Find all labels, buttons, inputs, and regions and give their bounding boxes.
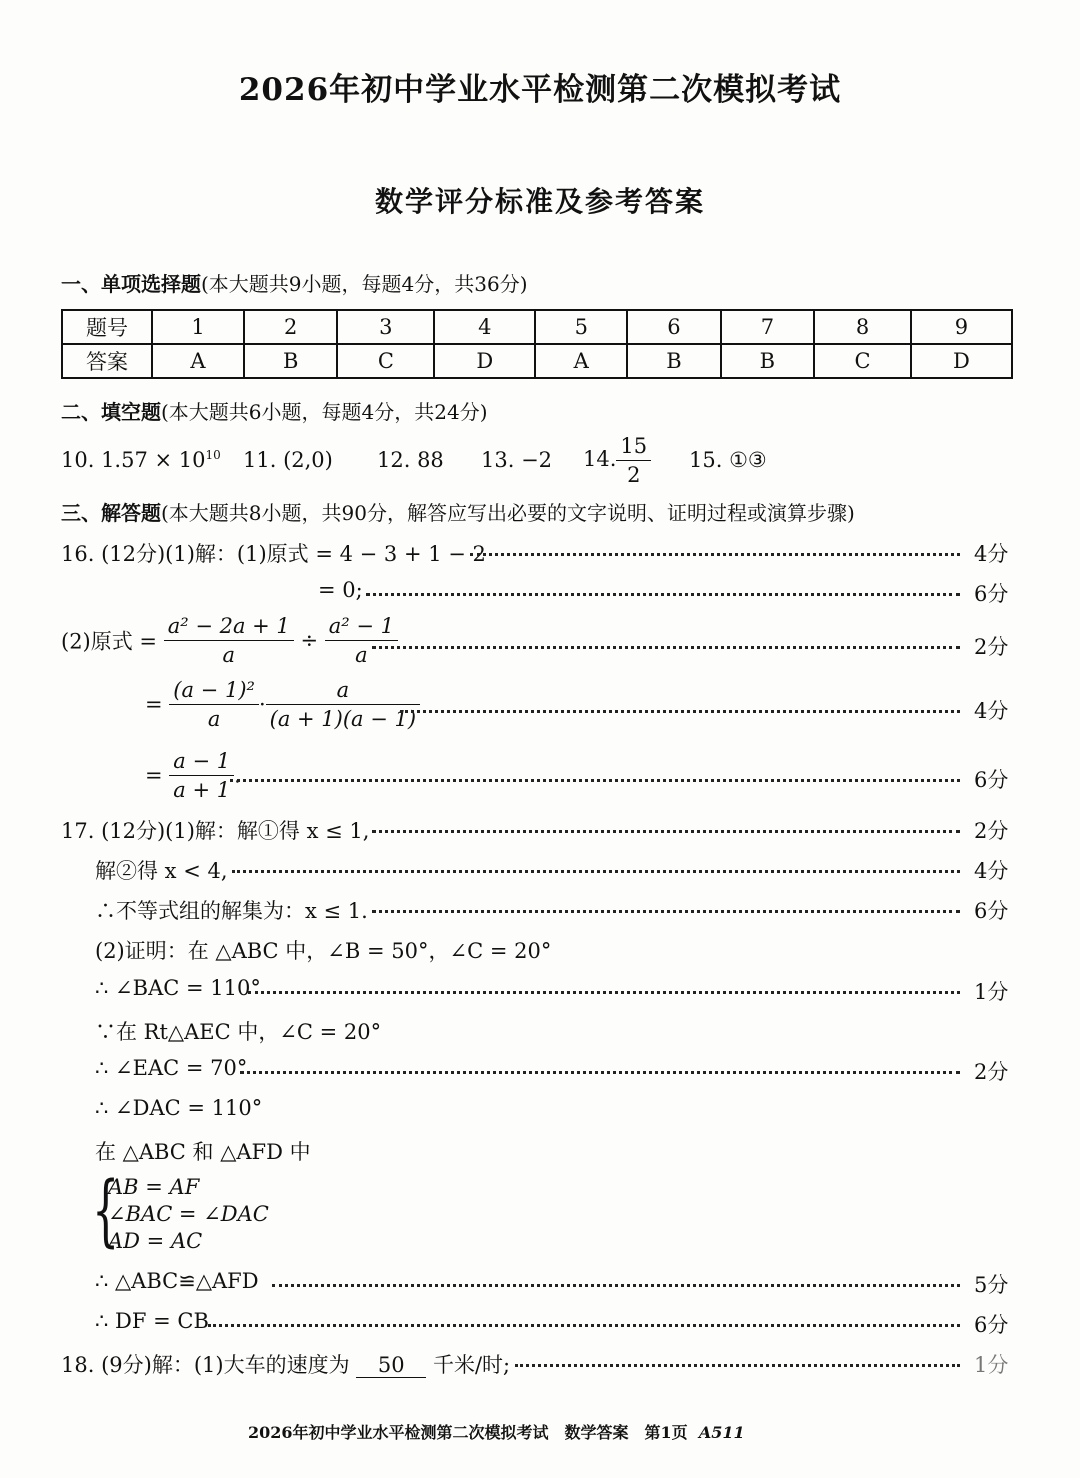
answer-row [62,344,1012,378]
leader-dots [232,870,960,873]
leader-dots [208,1324,960,1327]
left-brace: { [92,1166,120,1256]
leader-dots [230,779,960,782]
fraction-denominator: (a + 1)(a − 1) [269,707,417,731]
row-label-answer: 答案 [62,344,152,378]
exam-title: 2026年初中学业水平检测第二次模拟考试 [238,72,842,108]
row-label-number: 题号 [62,310,152,344]
table-cell: 2 [244,310,337,344]
table-cell: D [911,344,1012,378]
q17-line11: ∴ DF = CB [95,1309,209,1333]
section1-title: 一、单项选择题 [61,272,201,296]
q17-line3: ∴不等式组的解集为：x ≤ 1. [95,899,368,923]
q16-score1: 4分 [974,542,1009,566]
q16-part2-label: (2)原式 = [61,629,158,654]
q17-line7: ∴ ∠EAC = 70° [95,1056,248,1080]
q16-line1: 16. (12分)(1)解：(1)原式 = 4 − 3 + 1 − 2 [61,542,486,566]
answer-15: 15. ①③ [689,448,767,472]
q17-score11: 6分 [974,1313,1009,1337]
page-footer [248,1420,745,1443]
q16-line2: = 0; [318,578,363,602]
question-number-row [62,310,1012,344]
answer-14-denominator: 2 [627,463,641,487]
q16-line5 [145,747,241,804]
section3-heading [61,497,855,526]
footer-code: A511 [698,1423,745,1442]
table-cell: C [337,344,434,378]
q17-score10: 5分 [974,1273,1009,1297]
leader-dots [240,1071,960,1074]
table-cell: B [721,344,814,378]
table-cell: 7 [721,310,814,344]
section3-title: 三、解答题 [61,501,161,525]
footer-text: 2026年初中学业水平检测第二次模拟考试 数学答案 第1页 [248,1423,688,1442]
section1-heading [61,268,528,297]
leader-dots [248,991,960,994]
leader-dots [372,646,960,649]
q18-line1 [61,1349,510,1379]
fraction-denominator: a [222,643,236,667]
q17-line10: ∴ △ABC≌△AFD [95,1269,259,1293]
q17-score5: 1分 [974,980,1009,1004]
q17-line8: ∴ ∠DAC = 110° [95,1096,263,1120]
table-cell: C [814,344,911,378]
division-sign: ÷ [300,628,319,653]
table-cell: 9 [911,310,1012,344]
q18-prefix: 18. (9分)解：(1)大车的速度为 [61,1353,350,1377]
section2-heading [61,396,488,425]
answer-12: 12. 88 [377,448,444,472]
section1-note: (本大题共9小题，每题4分，共36分) [201,272,528,296]
brace-condition-2: ∠BAC = ∠DAC [108,1202,269,1226]
section2-title: 二、填空题 [61,400,161,424]
q16-line4 [145,676,420,733]
answer-10 [61,448,221,472]
period: . [234,763,241,788]
answer-11: 11. (2,0) [243,448,333,472]
table-cell: 8 [814,310,911,344]
brace-condition-1: AB = AF [108,1175,200,1199]
table-cell: B [627,344,720,378]
answer-14-prefix: 14. [583,447,617,471]
q16-line3 [61,612,398,669]
fraction-numerator: a² − 1 [325,612,398,641]
table-cell: A [535,344,627,378]
q17-score3: 6分 [974,899,1009,923]
equals-sign: = [145,692,163,717]
q17-score7: 2分 [974,1060,1009,1084]
fraction-numerator: a [266,676,420,705]
answer-13: 13. −2 [481,448,553,472]
brace-condition-3: AD = AC [108,1229,203,1253]
answer-key-subtitle: 数学评分标准及参考答案 [374,185,705,218]
leader-dots [372,830,960,833]
fraction-numerator: a² − 2a + 1 [164,612,294,641]
q17-line5: ∴ ∠BAC = 110° [95,976,261,1000]
equals-sign: = [145,763,163,788]
table-cell: D [434,344,535,378]
answer-table [61,309,1013,379]
q16-score4: 4分 [974,699,1009,723]
q16-score2: 6分 [974,582,1009,606]
table-cell: 6 [627,310,720,344]
answer-10-exponent: 10 [205,448,221,462]
multiply-dot: · [258,692,266,717]
leader-dots [470,553,960,556]
fraction-numerator: (a − 1)² [169,676,259,705]
section3-note: (本大题共8小题，共90分，解答应写出必要的文字说明、证明过程或演算步骤) [161,501,855,525]
table-cell: 3 [337,310,434,344]
leader-dots [366,593,960,596]
q17-score2: 4分 [974,859,1009,883]
fraction-denominator: a [207,707,221,731]
section2-note: (本大题共6小题，每题4分，共24分) [161,400,488,424]
q17-line4: (2)证明：在 △ABC 中，∠B = 50°，∠C = 20° [95,939,552,963]
leader-dots [272,1284,960,1287]
table-cell: B [244,344,337,378]
table-cell: A [152,344,244,378]
q16-score5: 6分 [974,768,1009,792]
table-cell: 1 [152,310,244,344]
answer-14 [583,432,651,489]
leader-dots [372,910,960,913]
q17-line9: 在 △ABC 和 △AFD 中 [95,1140,311,1164]
answer-10-base: 10. 1.57 × 10 [61,448,206,472]
fraction-denominator: a [355,643,368,667]
answer-14-numerator: 15 [616,432,651,461]
fraction-denominator: a + 1 [173,778,231,802]
table-cell: 4 [434,310,535,344]
q18-suffix: 千米/时; [432,1353,511,1377]
fraction-numerator: a − 1 [169,747,234,776]
q18-score1: 1分 [974,1353,1009,1377]
leader-dots [515,1364,960,1367]
q17-line6: ∵在 Rt△AEC 中，∠C = 20° [95,1020,382,1044]
q17-line2: 解②得 x < 4, [95,859,228,883]
q17-score1: 2分 [974,819,1009,843]
table-cell: 5 [535,310,627,344]
leader-dots [400,710,960,713]
q16-score3: 2分 [974,635,1009,659]
q17-line1: 17. (12分)(1)解：解①得 x ≤ 1, [61,819,370,843]
q18-answer-blank: 50 [356,1353,426,1378]
